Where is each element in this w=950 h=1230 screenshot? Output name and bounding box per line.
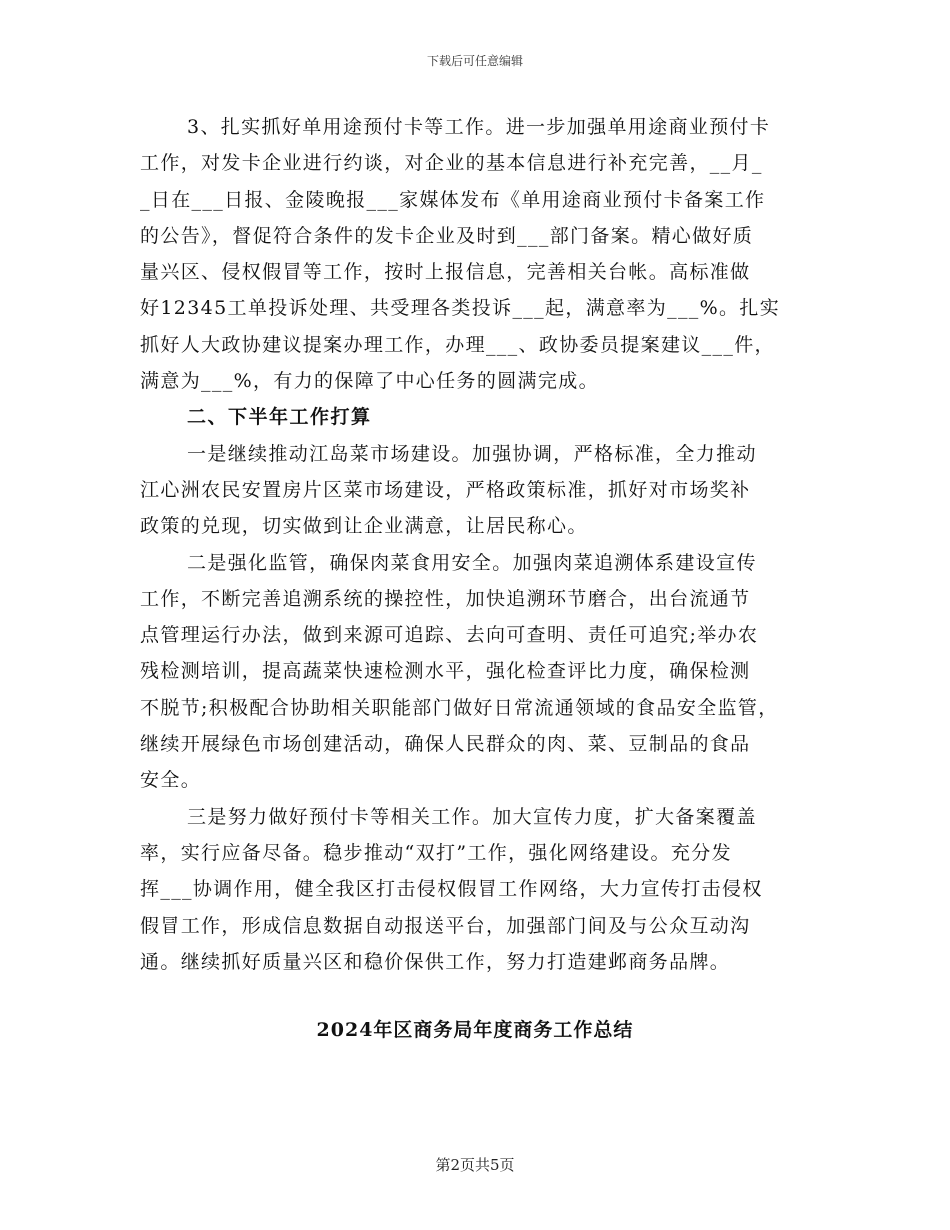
paragraph-line: 继续开展绿色市场创建活动，确保人民群众的肉、菜、豆制品的食品	[140, 733, 751, 756]
paragraph-market-construction	[140, 436, 820, 545]
section-heading: 二、下半年工作打算	[187, 406, 372, 429]
paragraph-line: 假冒工作，形成信息数据自动报送平台，加强部门间及与公众互动沟	[140, 914, 751, 937]
paragraph-line: 满意为___%，有力的保障了中心任务的圆满完成。	[140, 370, 599, 393]
document-body	[140, 109, 820, 980]
paragraph-line: 安全。	[140, 769, 202, 792]
paragraph-line: 率，实行应备尽备。稳步推动“双打”工作，强化网络建设。充分发	[140, 841, 732, 864]
paragraph-prepaid-card-plan	[140, 799, 820, 980]
paragraph-line: 量兴区、侵权假冒等工作，按时上报信息，完善相关台帐。高标准做	[140, 261, 751, 284]
paragraph-prepaid-card-work	[140, 109, 820, 399]
paragraph-line: 一是继续推动江岛菜市场建设。加强协调，严格标准，全力推动	[187, 442, 757, 465]
paragraph-line: 抓好人大政协建议提案办理工作，办理___、政协委员提案建议___件，	[140, 333, 775, 356]
paragraph-line: 二是强化监管，确保肉菜食用安全。加强肉菜追溯体系建设宣传	[187, 551, 757, 574]
paragraph-line: 挥___协调作用，健全我区打击侵权假冒工作网络，大力宣传打击侵权	[140, 878, 763, 901]
page-number: 第2页共5页	[435, 1156, 515, 1174]
paragraph-food-safety	[140, 545, 820, 799]
paragraph-line: 江心洲农民安置房片区菜市场建设，严格政策标准，抓好对市场奖补	[140, 478, 751, 501]
document-title: 2024年区商务局年度商务工作总结	[316, 1019, 634, 1041]
paragraph-line: 点管理运行办法，做到来源可追踪、去向可查明、责任可追究;举办农	[140, 624, 759, 647]
paragraph-line: 政策的兑现，切实做到让企业满意，让居民称心。	[140, 515, 588, 538]
paragraph-line: 三是努力做好预付卡等相关工作。加大宣传力度，扩大备案覆盖	[187, 805, 757, 828]
paragraph-line: _日在___日报、金陵晚报___家媒体发布《单用途商业预付卡备案工作	[140, 188, 766, 211]
paragraph-line: 工作，对发卡企业进行约谈，对企业的基本信息进行补充完善，__月_	[140, 152, 763, 175]
paragraph-line: 残检测培训，提高蔬菜快速检测水平，强化检查评比力度，确保检测	[140, 660, 751, 683]
paragraph-line: 工作，不断完善追溯系统的操控性，加快追溯环节磨合，出台流通节	[140, 587, 751, 610]
paragraph-line: 好12345工单投诉处理、共受理各类投诉___起，满意率为___%。扎实	[140, 297, 781, 320]
paragraph-line: 的公告》，督促符合条件的发卡企业及时到___部门备案。精心做好质	[140, 224, 754, 247]
paragraph-line: 通。继续抓好质量兴区和稳价保供工作，努力打造建邺商务品牌。	[140, 950, 731, 973]
paragraph-line: 3、扎实抓好单用途预付卡等工作。进一步加强单用途商业预付卡	[187, 116, 771, 138]
page-header: 下载后可任意编辑	[426, 54, 523, 68]
paragraph-line: 不脱节;积极配合协助相关职能部门做好日常流通领域的食品安全监管，	[140, 696, 779, 719]
